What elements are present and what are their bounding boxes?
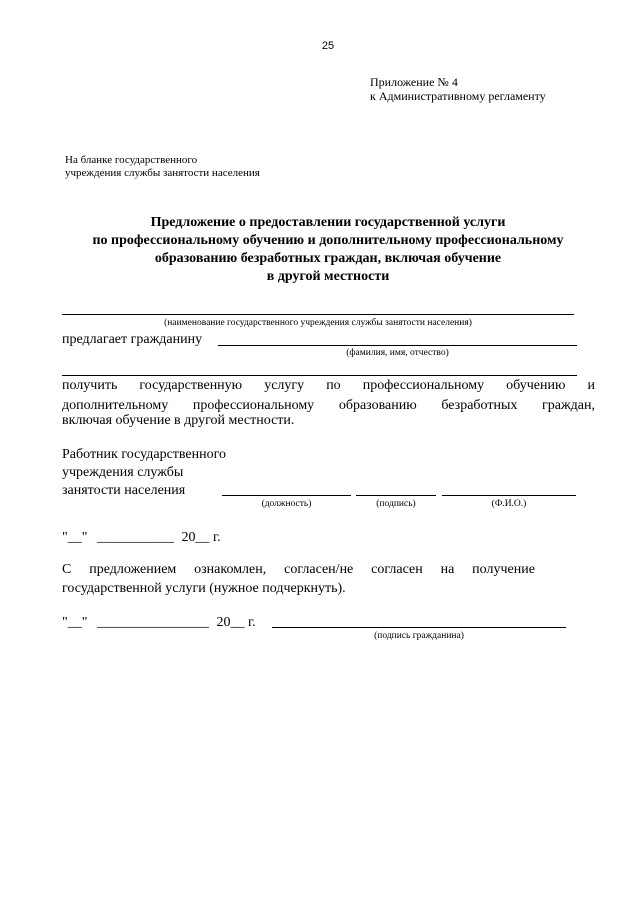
proposes-label: предлагает гражданину: [62, 332, 203, 347]
year-blank[interactable]: 20__ г.: [181, 530, 221, 545]
word: профессиональному: [192, 398, 315, 413]
letterhead-note: [65, 154, 260, 180]
acknowledgement-line-2: государственной услуги (нужное подчеркнуть).: [62, 581, 346, 596]
day-quote[interactable]: "__": [62, 530, 88, 545]
title-line-2: по профессиональному обучению и дополнительному профессиональному: [92, 233, 564, 248]
institution-name-field[interactable]: [62, 314, 574, 315]
month-blank[interactable]: ___________: [96, 530, 174, 545]
citizen-name-field[interactable]: [218, 345, 577, 346]
initials-caption: (Ф.И.О.): [491, 499, 527, 509]
institution-caption: (наименование государственного учреждения службы занятости населения): [164, 318, 472, 328]
word: предложением: [89, 562, 177, 577]
word: образованию: [338, 398, 417, 413]
word: С: [62, 562, 72, 577]
service-text-line-3: включая обучение в другой местности.: [62, 413, 295, 428]
position-field[interactable]: [222, 495, 351, 496]
date-2: [62, 613, 256, 633]
day-quote[interactable]: "__": [62, 615, 88, 630]
word: получение: [472, 562, 535, 577]
appendix-line-2: к Административному регламенту: [370, 89, 546, 103]
word: ознакомлен,: [194, 562, 267, 577]
word: и: [587, 378, 595, 393]
month-blank[interactable]: ________________: [96, 615, 209, 630]
citizen-signature-caption: (подпись гражданина): [374, 631, 464, 641]
word: на: [440, 562, 455, 577]
acknowledgement-line-1: [62, 562, 535, 578]
citizen-name-continuation-field[interactable]: [62, 375, 577, 376]
letterhead-line-1: На бланке государственного: [65, 154, 198, 166]
worker-line-3: занятости населения: [62, 483, 186, 498]
appendix-reference: [370, 75, 546, 103]
word: получить: [62, 378, 118, 393]
word: безработных: [441, 398, 518, 413]
word: дополнительному: [62, 398, 169, 413]
appendix-line-1: Приложение № 4: [370, 75, 458, 89]
word: обучению: [506, 378, 566, 393]
position-caption: (должность): [261, 499, 312, 509]
title-line-4: в другой местности: [266, 269, 390, 284]
word: граждан,: [542, 398, 595, 413]
citizen-signature-field[interactable]: [272, 627, 566, 628]
word: согласен/не: [284, 562, 354, 577]
signature-caption: (подпись): [376, 499, 416, 509]
word: профессиональному: [362, 378, 485, 393]
page-number: 25: [321, 40, 335, 52]
title-line-3: образованию безработных граждан, включая обучение: [154, 251, 502, 266]
word: услугу: [264, 378, 305, 393]
document-title: [0, 214, 640, 286]
word: государственную: [139, 378, 243, 393]
signature-field[interactable]: [356, 495, 436, 496]
letterhead-line-2: учреждения службы занятости населения: [65, 167, 260, 179]
word: по: [326, 378, 341, 393]
worker-line-1: Работник государственного: [62, 447, 227, 462]
date-1: [62, 528, 221, 548]
fio-caption: (фамилия, имя, отчество): [346, 348, 449, 358]
year-blank[interactable]: 20__ г.: [216, 615, 256, 630]
worker-line-2: учреждения службы: [62, 465, 184, 480]
word: согласен: [371, 562, 423, 577]
service-text-line-1: [62, 378, 595, 394]
title-line-1: Предложение о предоставлении государственной услуги: [150, 215, 506, 230]
initials-field[interactable]: [442, 495, 576, 496]
